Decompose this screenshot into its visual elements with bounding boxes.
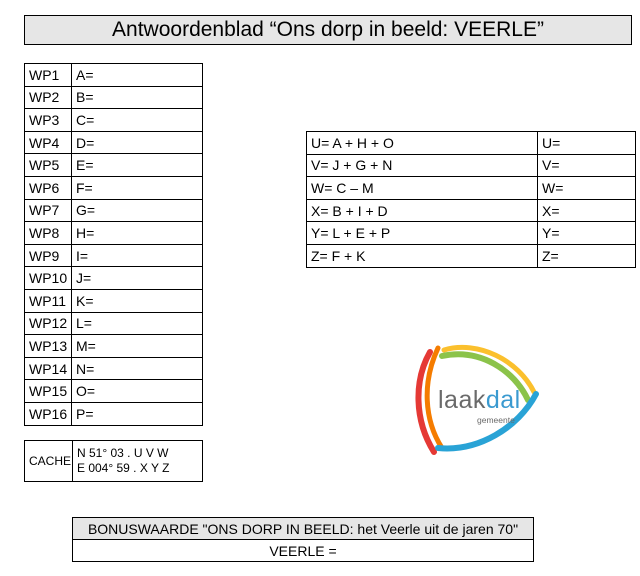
waypoint-label: WP16 (25, 402, 72, 425)
waypoint-label: WP1 (25, 64, 72, 87)
waypoint-answer-field: H= (72, 222, 203, 245)
waypoint-label: WP3 (25, 109, 72, 132)
formula-row (307, 132, 636, 155)
waypoint-label: WP10 (25, 267, 72, 290)
waypoint-answer-field: B= (72, 86, 203, 109)
waypoint-row (25, 86, 203, 109)
waypoint-label: WP9 (25, 244, 72, 267)
cache-line-north: N 51° 03 . U V W (77, 446, 169, 460)
logo-wordmark: laakdal (438, 386, 521, 414)
waypoint-row (25, 131, 203, 154)
waypoint-answer-field: K= (72, 289, 203, 312)
waypoint-label: WP13 (25, 335, 72, 358)
waypoint-row (25, 154, 203, 177)
bonus-answer-row (73, 540, 534, 562)
formula-result-field: Z= (538, 244, 636, 267)
formula-result-field: V= (538, 154, 636, 177)
formula-row (307, 222, 636, 245)
waypoint-row (25, 244, 203, 267)
cache-coordinates (73, 441, 203, 482)
formula-text: U= A + H + O (307, 132, 538, 155)
waypoint-row (25, 267, 203, 290)
formula-result-field: X= (538, 199, 636, 222)
bonus-heading: BONUSWAARDE "ONS DORP IN BEELD: het Veerle uit de jaren 70" (73, 518, 534, 540)
page-title: Antwoordenblad “Ons dorp in beeld: VEERLE” (24, 15, 632, 45)
waypoint-answer-field: P= (72, 402, 203, 425)
cache-line-east: E 004° 59 . X Y Z (77, 461, 170, 475)
waypoint-answer-field: J= (72, 267, 203, 290)
formula-result-field: Y= (538, 222, 636, 245)
waypoint-answer-field: O= (72, 380, 203, 403)
waypoint-row (25, 222, 203, 245)
waypoint-answer-field: D= (72, 131, 203, 154)
waypoint-answer-field: M= (72, 335, 203, 358)
waypoint-row (25, 199, 203, 222)
formula-row (307, 154, 636, 177)
waypoint-answer-field: L= (72, 312, 203, 335)
waypoint-row (25, 380, 203, 403)
formula-row (307, 177, 636, 200)
formula-result-field: U= (538, 132, 636, 155)
waypoint-answer-field: F= (72, 176, 203, 199)
waypoint-row (25, 289, 203, 312)
waypoint-row (25, 109, 203, 132)
waypoint-label: WP4 (25, 131, 72, 154)
waypoint-label: WP7 (25, 199, 72, 222)
formula-text: Y= L + E + P (307, 222, 538, 245)
waypoint-label: WP12 (25, 312, 72, 335)
waypoint-answer-field: G= (72, 199, 203, 222)
waypoint-row (25, 402, 203, 425)
cache-row (25, 441, 203, 482)
waypoint-label: WP2 (25, 86, 72, 109)
waypoint-label: WP5 (25, 154, 72, 177)
cache-label: CACHE (25, 441, 73, 482)
waypoint-table (24, 63, 203, 426)
waypoint-answer-field: C= (72, 109, 203, 132)
waypoint-label: WP14 (25, 357, 72, 380)
bonus-table (72, 517, 534, 562)
waypoint-row (25, 335, 203, 358)
formula-text: V= J + G + N (307, 154, 538, 177)
cache-table (24, 440, 203, 482)
waypoint-answer-field: E= (72, 154, 203, 177)
waypoint-row (25, 176, 203, 199)
formula-text: X= B + I + D (307, 199, 538, 222)
waypoint-row (25, 64, 203, 87)
waypoint-label: WP11 (25, 289, 72, 312)
waypoint-label: WP15 (25, 380, 72, 403)
waypoint-row (25, 312, 203, 335)
formula-row (307, 244, 636, 267)
waypoint-label: WP8 (25, 222, 72, 245)
waypoint-answer-field: A= (72, 64, 203, 87)
waypoint-answer-field: N= (72, 357, 203, 380)
logo-subtitle: gemeente (477, 415, 515, 425)
waypoint-row (25, 357, 203, 380)
formula-row (307, 199, 636, 222)
formula-text: Z= F + K (307, 244, 538, 267)
waypoint-label: WP6 (25, 176, 72, 199)
bonus-answer: VEERLE = (73, 540, 534, 562)
formula-result-field: W= (538, 177, 636, 200)
bonus-heading-row (73, 518, 534, 540)
formula-table (306, 131, 636, 268)
formula-text: W= C – M (307, 177, 538, 200)
waypoint-answer-field: I= (72, 244, 203, 267)
